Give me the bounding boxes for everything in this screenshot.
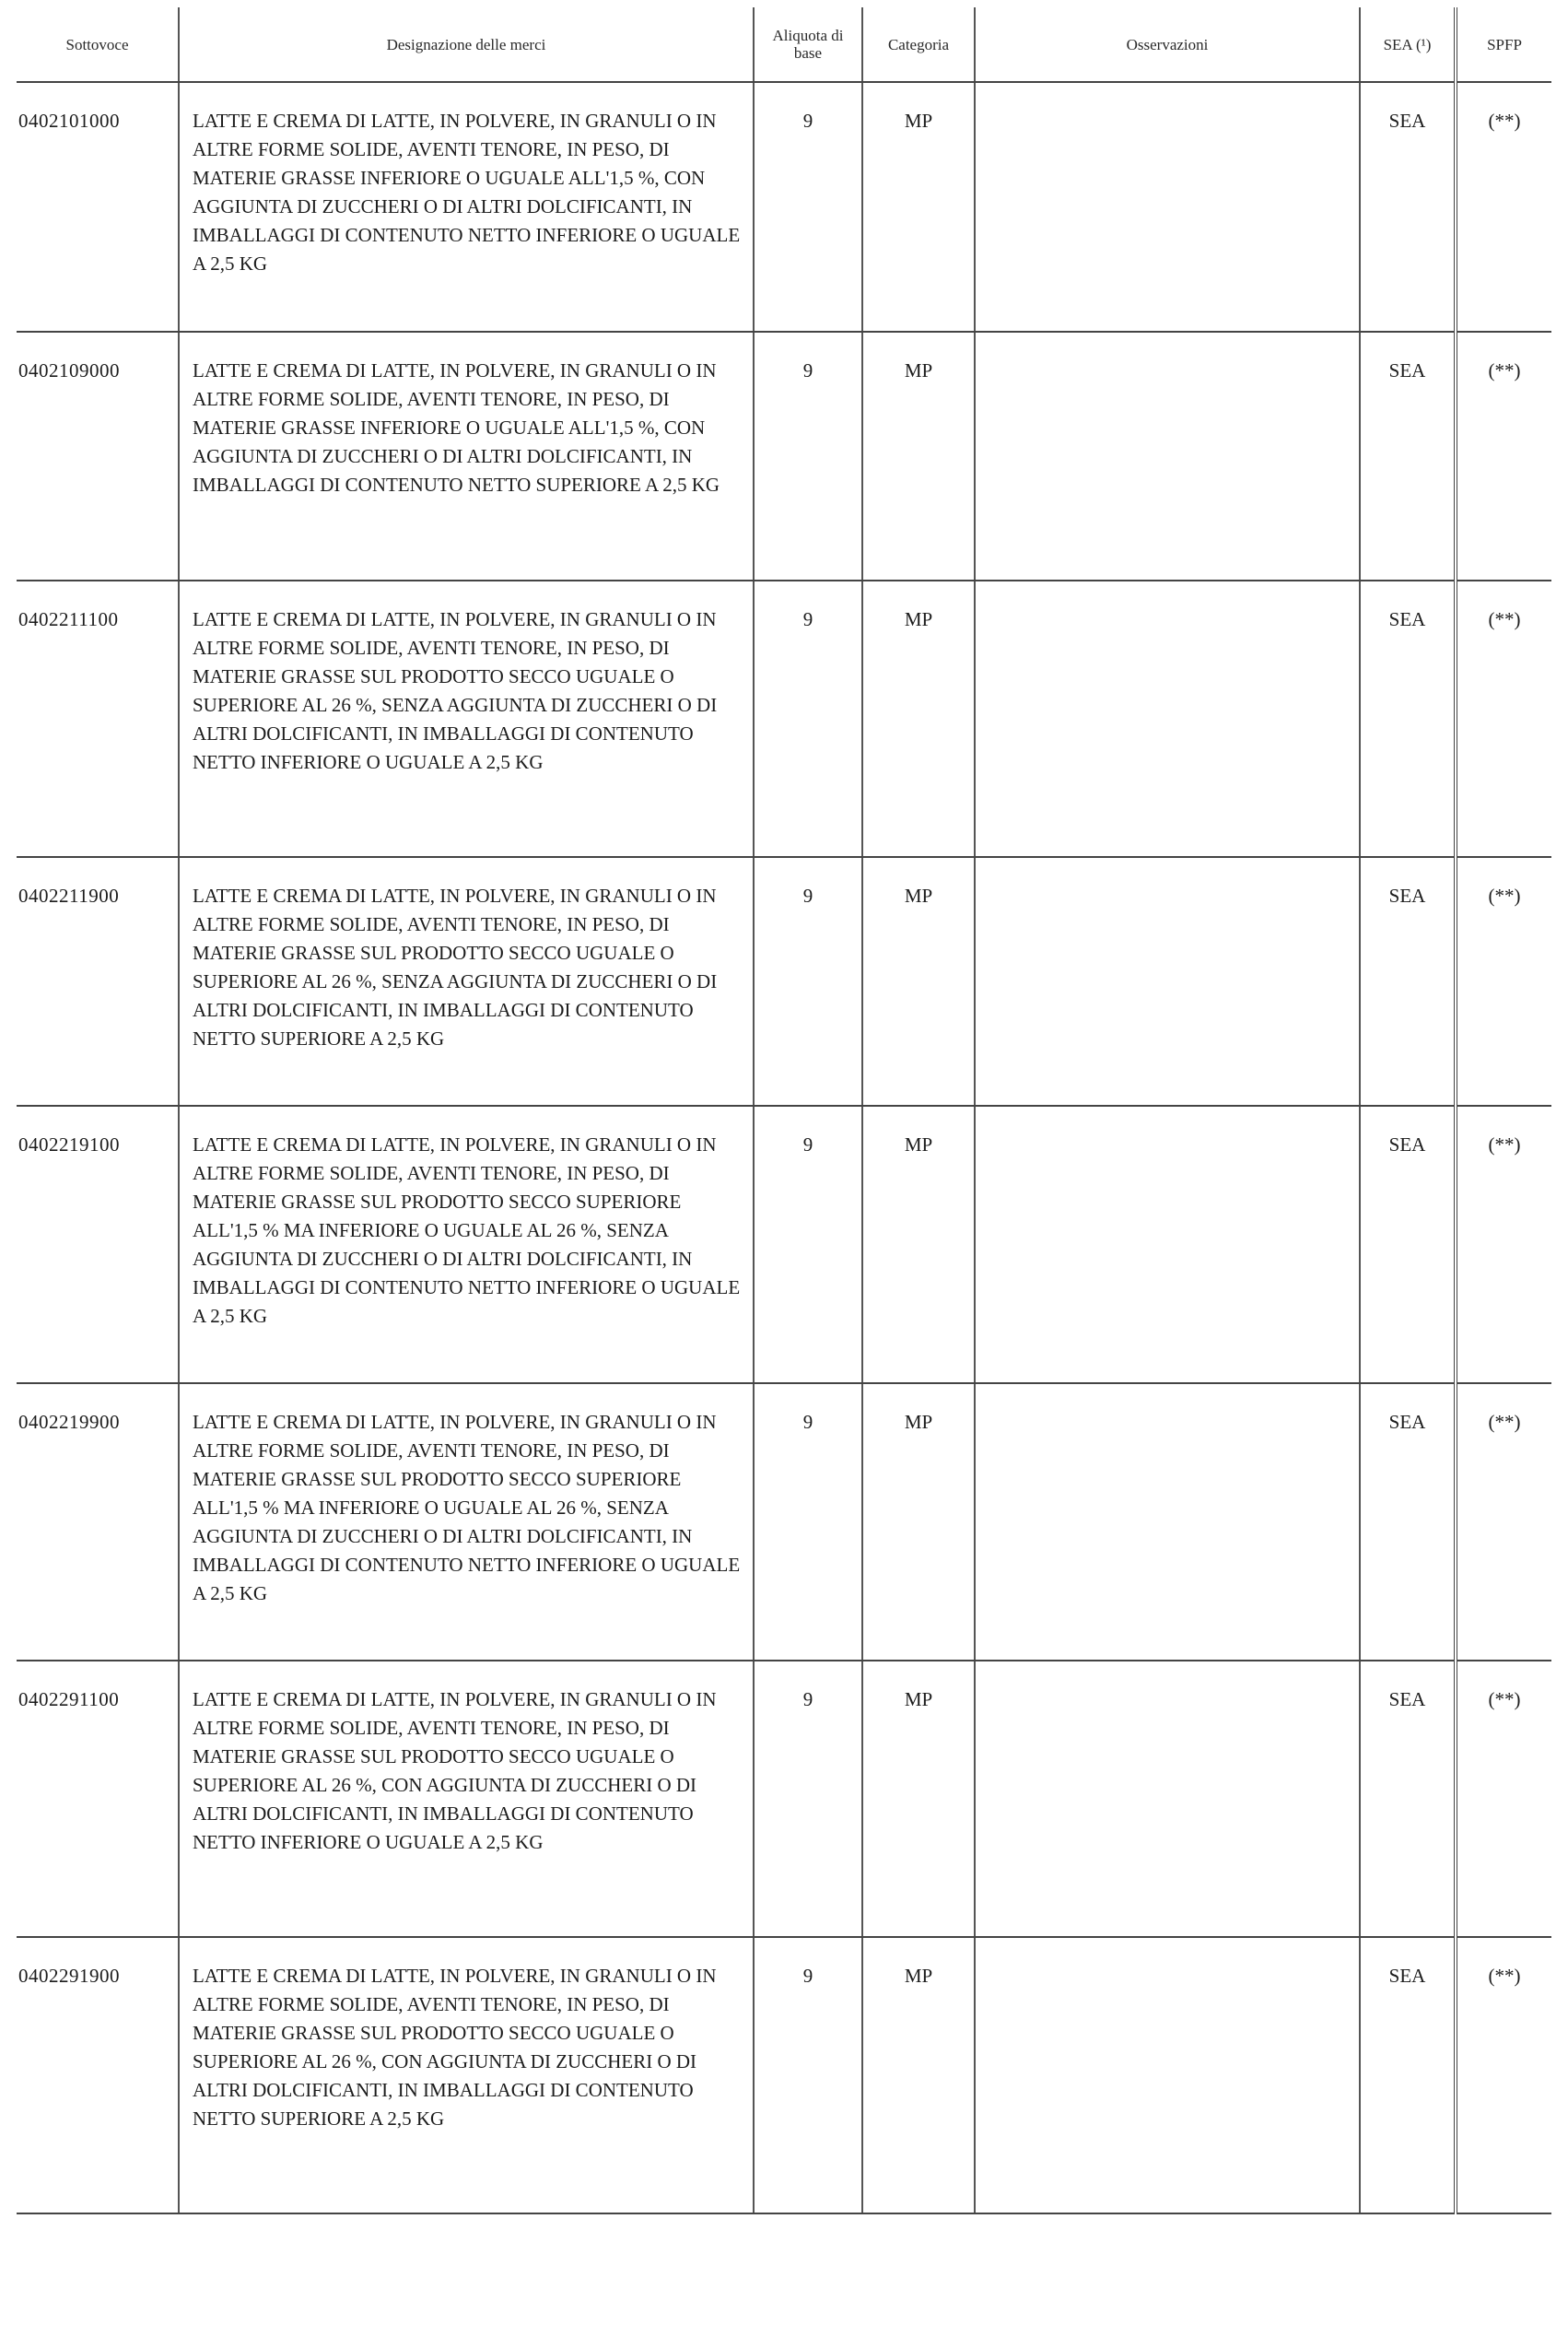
observations-cell bbox=[975, 857, 1360, 1106]
spfp-cell: (**) bbox=[1456, 1106, 1551, 1383]
observations-cell bbox=[975, 1937, 1360, 2213]
sea-cell: SEA bbox=[1360, 581, 1456, 857]
description-cell: LATTE E CREMA DI LATTE, IN POLVERE, IN GRANULI O IN ALTRE FORME SOLIDE, AVENTI TENORE, IN PESO, DI MATERIE GRASSE SUL PRODOTTO SECCO SUPERIORE ALL'1,5 % MA INFERIORE O UGUALE AL 26 %, SENZA AGGIUNTA DI ZUCCHERI O DI ALTRI DOLCIFICANTI, IN IMBALLAGGI DI CONTENUTO NETTO INFERIORE O UGUALE A 2,5 KG bbox=[179, 1106, 754, 1383]
observations-cell bbox=[975, 581, 1360, 857]
header-description: Designazione delle merci bbox=[179, 7, 754, 82]
header-row bbox=[17, 7, 1551, 82]
spfp-cell: (**) bbox=[1456, 1383, 1551, 1661]
header-code: Sottovoce bbox=[17, 7, 179, 82]
description-cell: LATTE E CREMA DI LATTE, IN POLVERE, IN GRANULI O IN ALTRE FORME SOLIDE, AVENTI TENORE, IN PESO, DI MATERIE GRASSE SUL PRODOTTO SECCO SUPERIORE ALL'1,5 % MA INFERIORE O UGUALE AL 26 %, SENZA AGGIUNTA DI ZUCCHERI O DI ALTRI DOLCIFICANTI, IN IMBALLAGGI DI CONTENUTO NETTO INFERIORE O UGUALE A 2,5 KG bbox=[179, 1383, 754, 1661]
description-cell: LATTE E CREMA DI LATTE, IN POLVERE, IN GRANULI O IN ALTRE FORME SOLIDE, AVENTI TENORE, IN PESO, DI MATERIE GRASSE SUL PRODOTTO SECCO UGUALE O SUPERIORE AL 26 %, CON AGGIUNTA DI ZUCCHERI O DI ALTRI DOLCIFICANTI, IN IMBALLAGGI DI CONTENUTO NETTO SUPERIORE A 2,5 KG bbox=[179, 1937, 754, 2213]
category-cell: MP bbox=[862, 857, 975, 1106]
sea-cell: SEA bbox=[1360, 1383, 1456, 1661]
header-observations: Osservazioni bbox=[975, 7, 1360, 82]
observations-cell bbox=[975, 1661, 1360, 1937]
table-row bbox=[17, 581, 1551, 857]
description-cell: LATTE E CREMA DI LATTE, IN POLVERE, IN GRANULI O IN ALTRE FORME SOLIDE, AVENTI TENORE, IN PESO, DI MATERIE GRASSE SUL PRODOTTO SECCO UGUALE O SUPERIORE AL 26 %, SENZA AGGIUNTA DI ZUCCHERI O DI ALTRI DOLCIFICANTI, IN IMBALLAGGI DI CONTENUTO NETTO SUPERIORE A 2,5 KG bbox=[179, 857, 754, 1106]
base-rate-cell: 9 bbox=[754, 1661, 862, 1937]
base-rate-cell: 9 bbox=[754, 857, 862, 1106]
description-cell: LATTE E CREMA DI LATTE, IN POLVERE, IN GRANULI O IN ALTRE FORME SOLIDE, AVENTI TENORE, IN PESO, DI MATERIE GRASSE INFERIORE O UGUALE ALL'1,5 %, CON AGGIUNTA DI ZUCCHERI O DI ALTRI DOLCIFICANTI, IN IMBALLAGGI DI CONTENUTO NETTO SUPERIORE A 2,5 KG bbox=[179, 332, 754, 581]
sea-cell: SEA bbox=[1360, 332, 1456, 581]
base-rate-cell: 9 bbox=[754, 1383, 862, 1661]
observations-cell bbox=[975, 1383, 1360, 1661]
table-row bbox=[17, 857, 1551, 1106]
category-cell: MP bbox=[862, 332, 975, 581]
category-cell: MP bbox=[862, 1106, 975, 1383]
base-rate-cell: 9 bbox=[754, 332, 862, 581]
table-row bbox=[17, 332, 1551, 581]
table-row bbox=[17, 1937, 1551, 2213]
code-cell: 0402109000 bbox=[17, 332, 179, 581]
base-rate-cell: 9 bbox=[754, 82, 862, 332]
category-cell: MP bbox=[862, 1383, 975, 1661]
base-rate-cell: 9 bbox=[754, 581, 862, 857]
code-cell: 0402101000 bbox=[17, 82, 179, 332]
category-cell: MP bbox=[862, 1661, 975, 1937]
table-body bbox=[17, 82, 1551, 2213]
category-cell: MP bbox=[862, 1937, 975, 2213]
document-page bbox=[17, 7, 1551, 2214]
observations-cell bbox=[975, 332, 1360, 581]
description-cell: LATTE E CREMA DI LATTE, IN POLVERE, IN GRANULI O IN ALTRE FORME SOLIDE, AVENTI TENORE, IN PESO, DI MATERIE GRASSE INFERIORE O UGUALE ALL'1,5 %, CON AGGIUNTA DI ZUCCHERI O DI ALTRI DOLCIFICANTI, IN IMBALLAGGI DI CONTENUTO NETTO INFERIORE O UGUALE A 2,5 KG bbox=[179, 82, 754, 332]
sea-cell: SEA bbox=[1360, 82, 1456, 332]
description-cell: LATTE E CREMA DI LATTE, IN POLVERE, IN GRANULI O IN ALTRE FORME SOLIDE, AVENTI TENORE, IN PESO, DI MATERIE GRASSE SUL PRODOTTO SECCO UGUALE O SUPERIORE AL 26 %, CON AGGIUNTA DI ZUCCHERI O DI ALTRI DOLCIFICANTI, IN IMBALLAGGI DI CONTENUTO NETTO INFERIORE O UGUALE A 2,5 KG bbox=[179, 1661, 754, 1937]
header-category: Categoria bbox=[862, 7, 975, 82]
spfp-cell: (**) bbox=[1456, 1661, 1551, 1937]
code-cell: 0402219100 bbox=[17, 1106, 179, 1383]
spfp-cell: (**) bbox=[1456, 581, 1551, 857]
spfp-cell: (**) bbox=[1456, 1937, 1551, 2213]
spfp-cell: (**) bbox=[1456, 82, 1551, 332]
table-row bbox=[17, 1661, 1551, 1937]
table-row bbox=[17, 1106, 1551, 1383]
base-rate-cell: 9 bbox=[754, 1106, 862, 1383]
sea-cell: SEA bbox=[1360, 1661, 1456, 1937]
observations-cell bbox=[975, 82, 1360, 332]
code-cell: 0402219900 bbox=[17, 1383, 179, 1661]
category-cell: MP bbox=[862, 82, 975, 332]
sea-cell: SEA bbox=[1360, 1106, 1456, 1383]
table-row bbox=[17, 1383, 1551, 1661]
spfp-cell: (**) bbox=[1456, 332, 1551, 581]
header-base-rate: Aliquota di base bbox=[754, 7, 862, 82]
sea-cell: SEA bbox=[1360, 1937, 1456, 2213]
code-cell: 0402291100 bbox=[17, 1661, 179, 1937]
code-cell: 0402211100 bbox=[17, 581, 179, 857]
code-cell: 0402291900 bbox=[17, 1937, 179, 2213]
base-rate-cell: 9 bbox=[754, 1937, 862, 2213]
code-cell: 0402211900 bbox=[17, 857, 179, 1106]
observations-cell bbox=[975, 1106, 1360, 1383]
tariff-table bbox=[17, 7, 1551, 2214]
table-row bbox=[17, 82, 1551, 332]
header-sea: SEA (¹) bbox=[1360, 7, 1456, 82]
table-header bbox=[17, 7, 1551, 82]
description-cell: LATTE E CREMA DI LATTE, IN POLVERE, IN GRANULI O IN ALTRE FORME SOLIDE, AVENTI TENORE, IN PESO, DI MATERIE GRASSE SUL PRODOTTO SECCO UGUALE O SUPERIORE AL 26 %, SENZA AGGIUNTA DI ZUCCHERI O DI ALTRI DOLCIFICANTI, IN IMBALLAGGI DI CONTENUTO NETTO INFERIORE O UGUALE A 2,5 KG bbox=[179, 581, 754, 857]
category-cell: MP bbox=[862, 581, 975, 857]
header-spfp: SPFP bbox=[1456, 7, 1551, 82]
sea-cell: SEA bbox=[1360, 857, 1456, 1106]
spfp-cell: (**) bbox=[1456, 857, 1551, 1106]
